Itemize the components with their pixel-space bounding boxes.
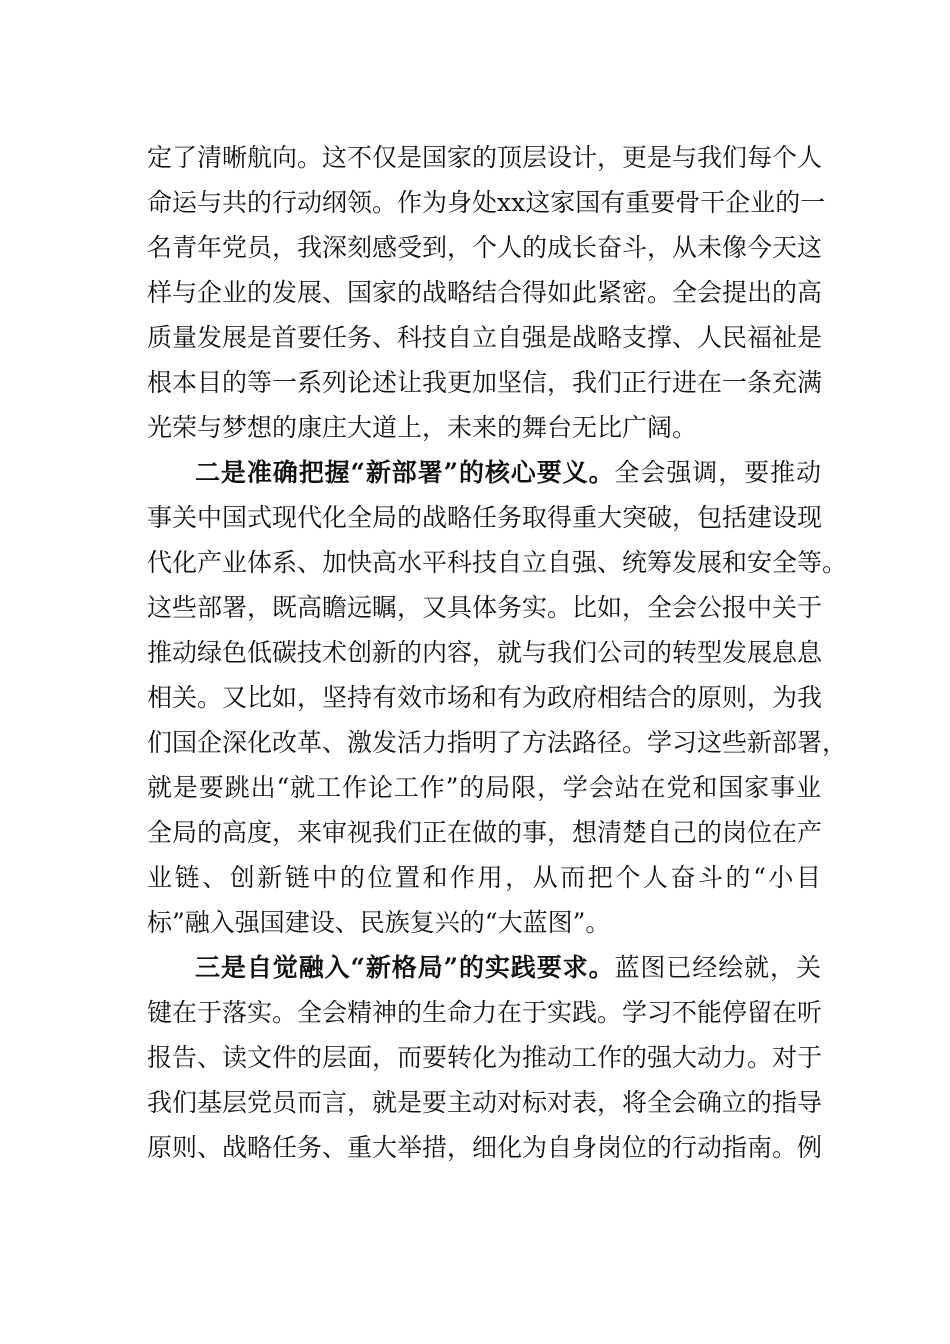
paragraph-2-first-line-rest: 全会强调，要推动: [614, 458, 821, 487]
paragraph-2-line: 这些部署，既高瞻远瞩，又具体务实。比如，全会公报中关于: [147, 593, 823, 622]
paragraph-2-line: 标”融入强国建设、民族复兴的“大蓝图”。: [147, 908, 611, 937]
paragraph-1-line: 样与企业的发展、国家的战略结合得如此紧密。全会提出的高: [147, 278, 823, 307]
paragraph-3-lead: 三是自觉融入“新格局”的实践要求。: [195, 953, 615, 982]
paragraph-1-line: 根本目的等一系列论述让我更加坚信，我们正行进在一条充满: [147, 368, 823, 397]
paragraph-2-line: 相关。又比如，坚持有效市场和有为政府相结合的原则，为我: [147, 683, 823, 712]
paragraph-2-line: 业链、创新链中的位置和作用，从而把个人奋斗的“小目: [147, 863, 821, 892]
paragraph-2-line: 代化产业体系、加快高水平科技自立自强、统筹发展和安全等。: [147, 548, 848, 577]
paragraph-1-line: 命运与共的行动纲领。作为身处xx这家国有重要骨干企业的一: [147, 188, 826, 217]
paragraph-1-line: 定了清晰航向。这不仅是国家的顶层设计，更是与我们每个人: [147, 143, 823, 172]
paragraph-3-line: 原则、战略任务、重大举措，细化为自身岗位的行动指南。例: [147, 1133, 823, 1162]
paragraph-1-line: 质量发展是首要任务、科技自立自强是战略支撑、人民福祉是: [147, 323, 823, 352]
paragraph-2-line: 就是要跳出“就工作论工作”的局限，学会站在党和国家事业: [147, 773, 821, 802]
paragraph-2-first-line: [195, 451, 821, 495]
paragraph-3-line: 我们基层党员而言，就是要主动对标对表，将全会确立的指导: [147, 1088, 823, 1117]
paragraph-3-first-line: [195, 946, 821, 990]
paragraph-3-line: 键在于落实。全会精神的生命力在于实践。学习不能停留在听: [147, 998, 823, 1027]
paragraph-2-line: 们国企深化改革、激发活力指明了方法路径。学习这些新部署，: [147, 728, 848, 757]
paragraph-2-lead: 二是准确把握“新部署”的核心要义。: [195, 458, 615, 487]
paragraph-3-first-line-rest: 蓝图已经绘就，关: [614, 953, 821, 982]
paragraph-2-line: 全局的高度，来审视我们正在做的事，想清楚自己的岗位在产: [147, 818, 823, 847]
paragraph-1-line: 光荣与梦想的康庄大道上，未来的舞台无比广阔。: [147, 413, 698, 442]
paragraph-2-line: 事关中国式现代化全局的战略任务取得重大突破，包括建设现: [147, 503, 823, 532]
paragraph-1-line: 名青年党员，我深刻感受到，个人的成长奋斗，从未像今天这: [147, 233, 823, 262]
paragraph-2-line: 推动绿色低碳技术创新的内容，就与我们公司的转型发展息息: [147, 638, 823, 667]
paragraph-3-line: 报告、读文件的层面，而要转化为推动工作的强大动力。对于: [147, 1043, 823, 1072]
